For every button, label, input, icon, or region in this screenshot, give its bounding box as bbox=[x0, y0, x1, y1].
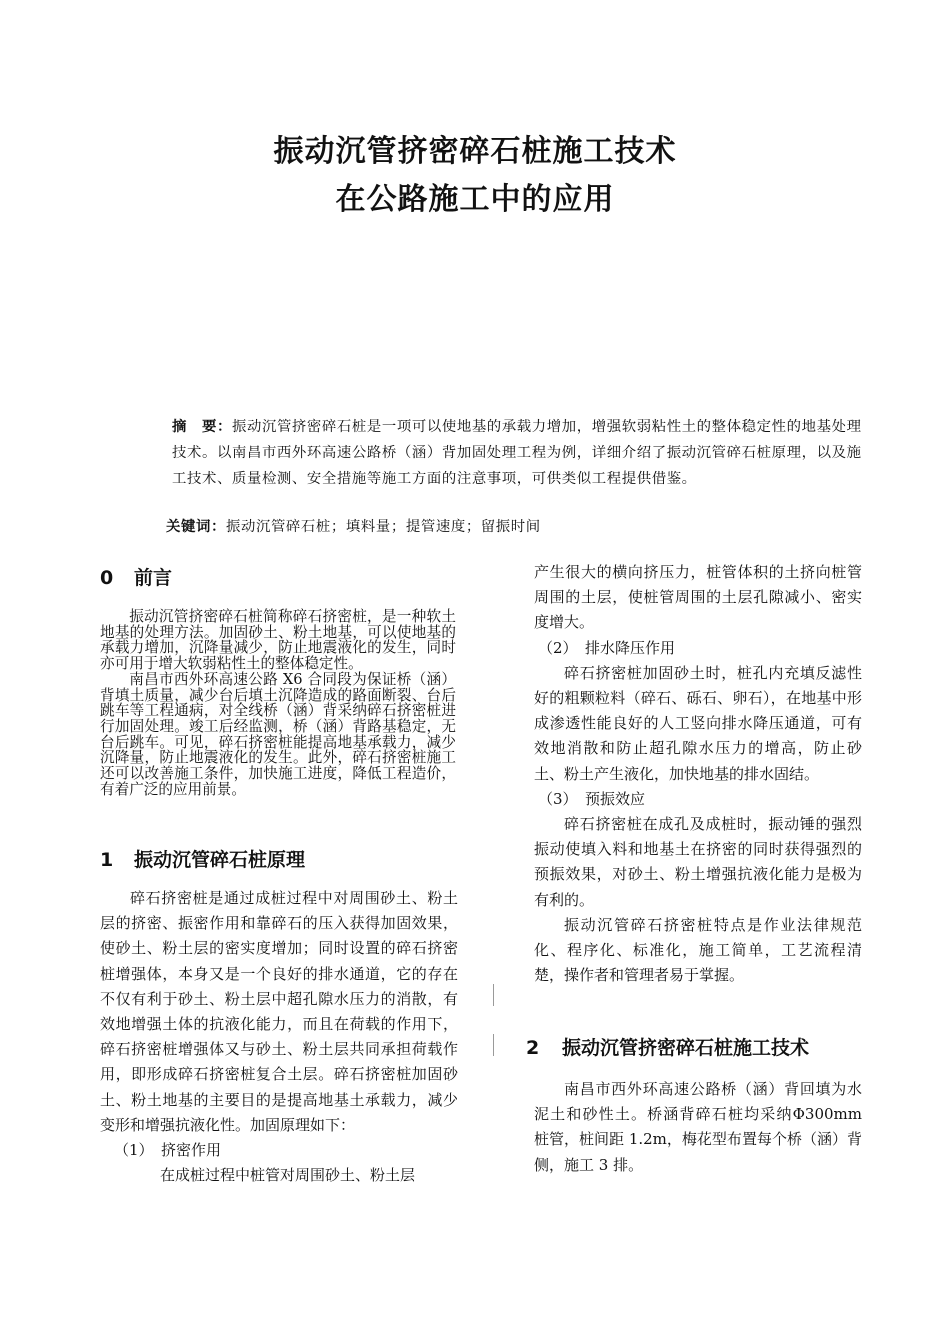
intro-text bbox=[100, 609, 456, 797]
abstract-text: 振动沉管挤密碎石桩是一项可以使地基的承载力增加，增强软弱粘性土的整体稳定性的地基处理技术。以南昌市西外环高速公路桥（涵）背加固处理工程为例，详细介绍了振动沉管碎石桩原理，以及施工技术、质量检测、安全措施等施工方面的注意事项，可供类似工程提供借鉴。 bbox=[172, 419, 862, 487]
item-1-text-start: 在成桩过程中桩管对周围砂土、粉土层 bbox=[160, 1166, 416, 1185]
section-0-title: 前言 bbox=[134, 567, 173, 589]
item-3-text: 碎石挤密桩在成孔及成桩时，振动锤的强烈振动使填入料和地基土在挤密的同时获得强烈的预振效果，对砂土、粉土增强抗液化能力是极为有利的。 bbox=[534, 815, 862, 909]
principle-text bbox=[100, 886, 458, 1188]
section-2-number: 2 bbox=[526, 1037, 540, 1059]
abstract bbox=[172, 414, 862, 492]
margin-mark-1 bbox=[493, 984, 494, 1006]
item-3-label: （3） 预振效应 bbox=[538, 789, 646, 808]
margin-mark-2 bbox=[493, 1034, 494, 1056]
construction-text bbox=[534, 1077, 862, 1178]
keywords-label: 关键词： bbox=[166, 519, 226, 535]
keywords bbox=[166, 514, 866, 540]
item-1-text-cont: 产生很大的横向挤压力，桩管体积的土挤向桩管周围的土层，使桩管周围的土层孔隙减小、密实度增大。 bbox=[534, 563, 862, 632]
section-1-title: 振动沉管碎石桩原理 bbox=[134, 849, 306, 871]
right-column-text bbox=[534, 560, 862, 988]
keywords-text: 振动沉管碎石桩；填料量；提管速度；留振时间 bbox=[225, 519, 541, 535]
paper-title bbox=[0, 128, 950, 224]
section-2-heading bbox=[526, 1033, 809, 1060]
title-line-1: 振动沉管挤密碎石桩施工技术 bbox=[273, 134, 677, 169]
abstract-label: 摘 要： bbox=[172, 419, 232, 435]
principle-paragraph: 碎石挤密桩是通过成桩过程中对周围砂土、粉土层的挤密、振密作用和靠碎石的压入获得加固效果，使砂土、粉土层的密实度增加；同时设置的碎石挤密桩增强体，本身又是一个良好的排水通道，它的存在不仅有利于砂土、粉土层中超孔隙水压力的消散，有效地增强土体的抗液化能力，而且在荷载的作用下，碎石挤密桩增强体又与砂土、粉土层共同承担荷载作用，即形成碎石挤密桩复合土层。碎石挤密桩加固砂土、粉土地基的主要目的是提高地基土承载力，减少变形和增强抗液化性。加固原理如下： bbox=[100, 889, 458, 1134]
section-1-heading bbox=[100, 845, 305, 872]
item-1-label: （1） 挤密作用 bbox=[114, 1141, 222, 1160]
section-0-number: 0 bbox=[100, 567, 114, 589]
title-line-2: 在公路施工中的应用 bbox=[335, 182, 615, 217]
item-2-text: 碎石挤密桩加固砂土时，桩孔内充填反滤性好的粗颗粒料（碎石、砾石、卵石），在地基中形成渗透性能良好的人工竖向排水降压通道，可有效地消散和防止超孔隙水压力的增高，防止砂土、粉土产生液化，加快地基的排水固结。 bbox=[534, 663, 862, 783]
item-2-label: （2） 排水降压作用 bbox=[538, 638, 676, 657]
intro-paragraph-2: 南昌市西外环高速公路 X6 合同段为保证桥（涵）背填土质量，减少台后填土沉降造成的路面断裂、台后跳车等工程通病，对全线桥（涵）背采纳碎石挤密桩进行加固处理。竣工后经监测，桥（涵）背路基稳定，无台后跳车。可见，碎石挤密桩能提高地基承载力，减少沉降量，防止地震液化的发生。此外，碎石挤密桩施工还可以改善施工条件，加快施工进度，降低工程造价，有着广泛的应用前景。 bbox=[100, 670, 456, 798]
intro-paragraph-1: 振动沉管挤密碎石桩简称碎石挤密桩，是一种软土地基的处理方法。加固砂土、粉土地基，可以使地基的承载力增加，沉降量减少，防止地震液化的发生，同时亦可用于增大软弱粘性土的整体稳定性。 bbox=[100, 608, 456, 673]
section-2-title: 振动沉管挤密碎石桩施工技术 bbox=[562, 1037, 810, 1059]
section-0-heading bbox=[100, 563, 172, 590]
construction-paragraph: 南昌市西外环高速公路桥（涵）背回填为水泥土和砂性土。桥涵背碎石桩均采纳Φ300mm 桩管，桩间距 1.2m，梅花型布置每个桥（涵）背侧，施工 3 排。 bbox=[534, 1080, 862, 1174]
feature-paragraph: 振动沉管碎石挤密桩特点是作业法律规范化、程序化、标准化，施工简单，工艺流程清楚，操作者和管理者易于掌握。 bbox=[534, 915, 862, 985]
section-1-number: 1 bbox=[100, 849, 114, 871]
